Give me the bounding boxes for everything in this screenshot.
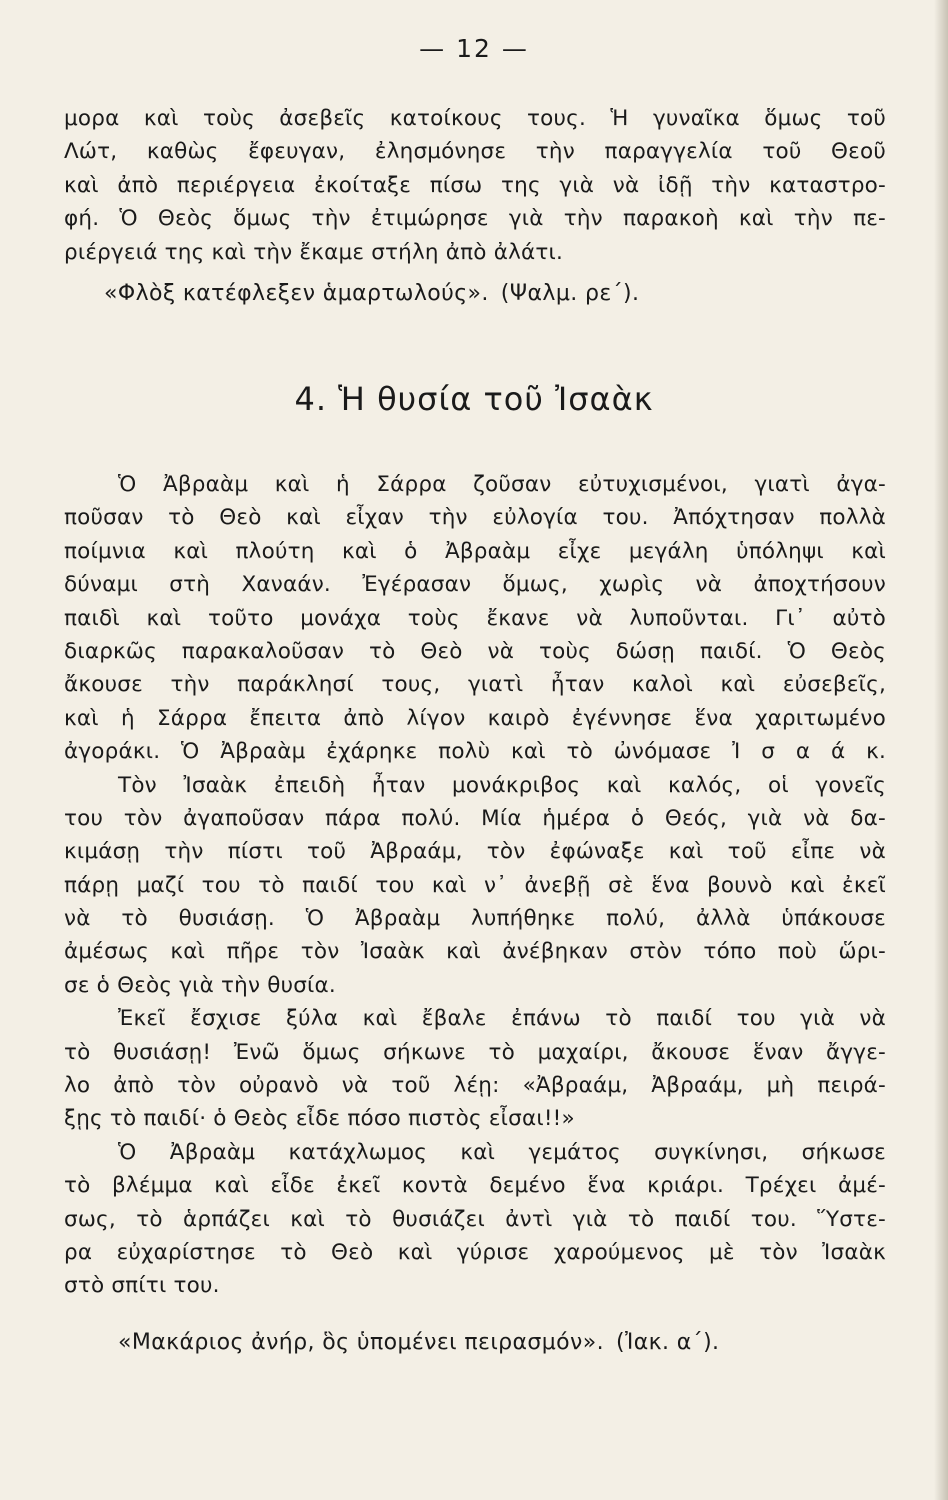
text-line: λο ἀπὸ τὸν οὐρανὸ νὰ τοῦ λέῃ: «Ἀβραάμ, Ἀβραάμ, μὴ πειρά- <box>64 1073 886 1099</box>
text-line: στὸ σπίτι του. <box>64 1273 220 1299</box>
page-number: — 12 — <box>419 34 529 63</box>
text-line: Ὁ Ἀβραὰμ καὶ ἡ Σάρρα ζοῦσαν εὐτυχισμένοι, γιατὶ ἀγα- <box>118 472 886 497</box>
page-edge-shadow <box>934 0 948 1500</box>
quote-reference: (Ἰακ. α΄). <box>615 1330 720 1355</box>
text-line: σε ὁ Θεὸς γιὰ τὴν θυσία. <box>64 972 336 998</box>
quote-psalm <box>104 281 639 306</box>
quote-reference: (Ψαλμ. ρε΄). <box>500 281 640 306</box>
text-line: νὰ τὸ θυσιάσῃ. Ὁ Ἀβραὰμ λυπήθηκε πολύ, ἀλλὰ ὑπάκουσε <box>64 906 886 932</box>
text-line: Τὸν Ἰσαὰκ ἐπειδὴ ἦταν μονάκριβος καὶ καλός, οἱ γονεῖς <box>118 772 886 798</box>
text-line: ξῃς τὸ παιδί· ὁ Θεὸς εἶδε πόσο πιστὸς εἶσαι!!» <box>64 1106 575 1132</box>
text-line: ρα εὐχαρίστησε τὸ Θεὸ καὶ γύρισε χαρούμενος μὲ τὸν Ἰσαὰκ <box>64 1239 886 1265</box>
text-line: Λώτ, καθὼς ἔφευγαν, ἐλησμόνησε τὴν παραγγελία τοῦ Θεοῦ <box>64 139 886 165</box>
text-line: καὶ ἡ Σάρρα ἔπειτα ἀπὸ λίγον καιρὸ ἐγέννησε ἕνα χαριτωμένο <box>64 705 886 731</box>
text-line: σως, τὸ ἁρπάζει καὶ τὸ θυσιάζει ἀντὶ γιὰ τὸ παιδί του. Ὕστε- <box>64 1206 886 1232</box>
text-line: Ἐκεῖ ἔσχισε ξύλα καὶ ἔβαλε ἐπάνω τὸ παιδί του γιὰ νὰ <box>118 1006 886 1032</box>
text-line: τὸ βλέμμα καὶ εἶδε ἐκεῖ κοντὰ δεμένο ἕνα κριάρι. Τρέχει ἀμέ- <box>64 1173 886 1199</box>
text-line: Ὁ Ἀβραὰμ κατάχλωμος καὶ γεμάτος συγκίνησι, σήκωσε <box>118 1139 886 1165</box>
quote-james <box>118 1330 719 1355</box>
text-line: ἀμέσως καὶ πῆρε τὸν Ἰσαὰκ καὶ ἀνέβηκαν στὸν τόπο ποὺ ὥρι- <box>64 939 886 965</box>
text-line: ριέργειά της καὶ τὴν ἔκαμε στήλη ἀπὸ ἀλάτι. <box>64 239 564 265</box>
intro-paragraph <box>64 102 886 269</box>
text-line: καὶ ἀπὸ περιέργεια ἐκοίταξε πίσω της γιὰ νὰ ἰδῇ τὴν καταστρο- <box>64 172 886 198</box>
text-line: δύναμι στὴ Χαναάν. Ἐγέρασαν ὅμως, χωρὶς νὰ ἀποχτήσουν <box>64 572 886 598</box>
section-heading: 4. Ἡ θυσία τοῦ Ἰσαὰκ <box>294 380 654 418</box>
text-line: ἄκουσε τὴν παράκλησί τους, γιατὶ ἦταν καλοὶ καὶ εὐσεβεῖς, <box>64 672 886 698</box>
quote-text: «Φλὸξ κατέφλεξεν ἁμαρτωλούς». <box>104 281 489 306</box>
body-paragraphs <box>64 468 886 1303</box>
text-line: διαρκῶς παρακαλοῦσαν τὸ Θεὸ νὰ τοὺς δώσῃ παιδί. Ὁ Θεὸς <box>64 638 886 664</box>
text-line: τὸ θυσιάσῃ! Ἐνῶ ὅμως σήκωνε τὸ μαχαίρι, ἄκουσε ἕναν ἄγγε- <box>64 1039 886 1065</box>
text-line: μορα καὶ τοὺς ἀσεβεῖς κατοίκους τους. Ἡ γυναῖκα ὅμως τοῦ <box>64 106 886 131</box>
text-line: ποῦσαν τὸ Θεὸ καὶ εἶχαν τὴν εὐλογία του. Ἀπόχτησαν πολλὰ <box>64 505 886 531</box>
text-line: του τὸν ἀγαποῦσαν πάρα πολύ. Μία ἡμέρα ὁ Θεός, γιὰ νὰ δα- <box>64 805 886 831</box>
text-line: κιμάσῃ τὴν πίστι τοῦ Ἀβραάμ, τὸν ἐφώναξε καὶ τοῦ εἶπε νὰ <box>64 839 886 865</box>
quote-text: «Μακάριος ἀνήρ, ὃς ὑπομένει πειρασμόν». <box>118 1330 604 1355</box>
text-line: πάρῃ μαζί του τὸ παιδί του καὶ ν᾿ ἀνεβῇ σὲ ἕνα βουνὸ καὶ ἐκεῖ <box>64 872 886 898</box>
text-line: φή. Ὁ Θεὸς ὅμως τὴν ἐτιμώρησε γιὰ τὴν παρακοὴ καὶ τὴν πε- <box>64 206 886 232</box>
text-line: ποίμνια καὶ πλούτη καὶ ὁ Ἀβραὰμ εἶχε μεγάλη ὑπόληψι καὶ <box>64 538 886 564</box>
text-line: παιδὶ καὶ τοῦτο μονάχα τοὺς ἔκανε νὰ λυποῦνται. Γι᾿ αὐτὸ <box>64 605 886 631</box>
text-line: ἀγοράκι. Ὁ Ἀβραὰμ ἐχάρηκε πολὺ καὶ τὸ ὠνόμασε Ἰ σ α ά κ. <box>64 739 886 765</box>
